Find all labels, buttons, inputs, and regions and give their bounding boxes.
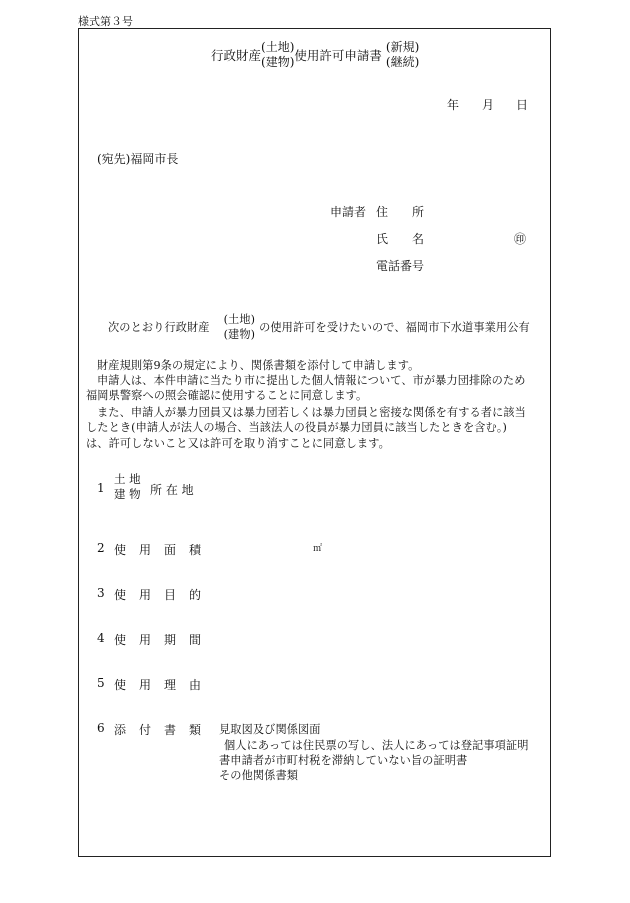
body-line-1 (108, 312, 530, 342)
address-label: 住 所 (376, 205, 425, 219)
item-1-label: 所 在 地 (150, 483, 194, 497)
title-type-building: (建物) (261, 55, 295, 69)
item-6-number: 6 (97, 721, 105, 735)
seal-mark: ㊞ (514, 232, 527, 246)
name-label: 氏 名 (376, 232, 425, 246)
date-month: 月 (482, 98, 495, 112)
item-4-number: 4 (97, 631, 105, 645)
title-mode-new: (新規) (385, 40, 420, 54)
title-mode-continue: (継続) (385, 55, 420, 69)
item-5-label: 使用理由 (114, 678, 215, 692)
title-prefix: 行政財産 (211, 48, 262, 63)
item-1-number: 1 (97, 481, 105, 495)
item-2-number: 2 (97, 541, 105, 555)
body-line1-post: の使用許可を受けたいので、福岡市下水道事業用公有 (259, 321, 530, 334)
body-line-7: は、許可しないこと又は許可を取り消すことに同意します。 (86, 437, 390, 450)
phone-label: 電話番号 (376, 259, 425, 273)
applicant-label: 申請者 (330, 205, 367, 219)
item-2-label: 使用面積 (114, 543, 215, 557)
item-3-label: 使用目的 (114, 588, 215, 602)
form-title (211, 40, 419, 70)
date-day: 日 (516, 98, 529, 112)
title-mode (386, 40, 419, 70)
body-type-building: (建物) (223, 328, 256, 341)
date-year: 年 (447, 98, 460, 112)
attachment-3: 書申請者が市町村税を滞納していない旨の証明書 (219, 754, 468, 767)
item-5-number: 5 (97, 676, 105, 690)
attachment-4: その他関係書類 (219, 769, 299, 782)
item-2-unit: ㎡ (313, 544, 323, 554)
title-property-type (261, 40, 294, 70)
attachment-2: 個人にあっては住民票の写し、法人にあっては登記事項証明 (224, 739, 529, 752)
item-1-building: 建 物 (114, 487, 141, 501)
body-line1-pre: 次のとおり行政財産 (108, 321, 210, 334)
title-type-land: (土地) (261, 40, 295, 54)
title-middle: 使用許可申請書 (294, 48, 382, 63)
item-1-property-type (114, 472, 141, 502)
body-property-type (224, 312, 256, 342)
body-line-4: 福岡県警察への照会確認に使用することに同意します。 (86, 389, 368, 402)
item-6-label: 添付書類 (114, 723, 215, 737)
form-number: 様式第３号 (78, 15, 133, 28)
body-line-5: また、申請人が暴力団員又は暴力団若しくは暴力団員と密接な関係を有する者に該当 (97, 406, 526, 419)
body-line-3: 申請人は、本件申請に当たり市に提出した個人情報について、市が暴力団排除のため (97, 374, 526, 387)
attachment-1: 見取図及び関係図面 (219, 723, 321, 736)
body-line-6: したとき(申請人が法人の場合、当該法人の役員が暴力団員に該当したときを含む。) (86, 421, 507, 434)
addressee: (宛先)福岡市長 (97, 152, 179, 166)
body-type-land: (土地) (223, 313, 256, 326)
body-line-2: 財産規則第9条の規定により、関係書類を添付して申請します。 (97, 359, 420, 372)
item-4-label: 使用期間 (114, 633, 215, 647)
item-3-number: 3 (97, 586, 105, 600)
item-1-land: 土 地 (114, 472, 141, 486)
